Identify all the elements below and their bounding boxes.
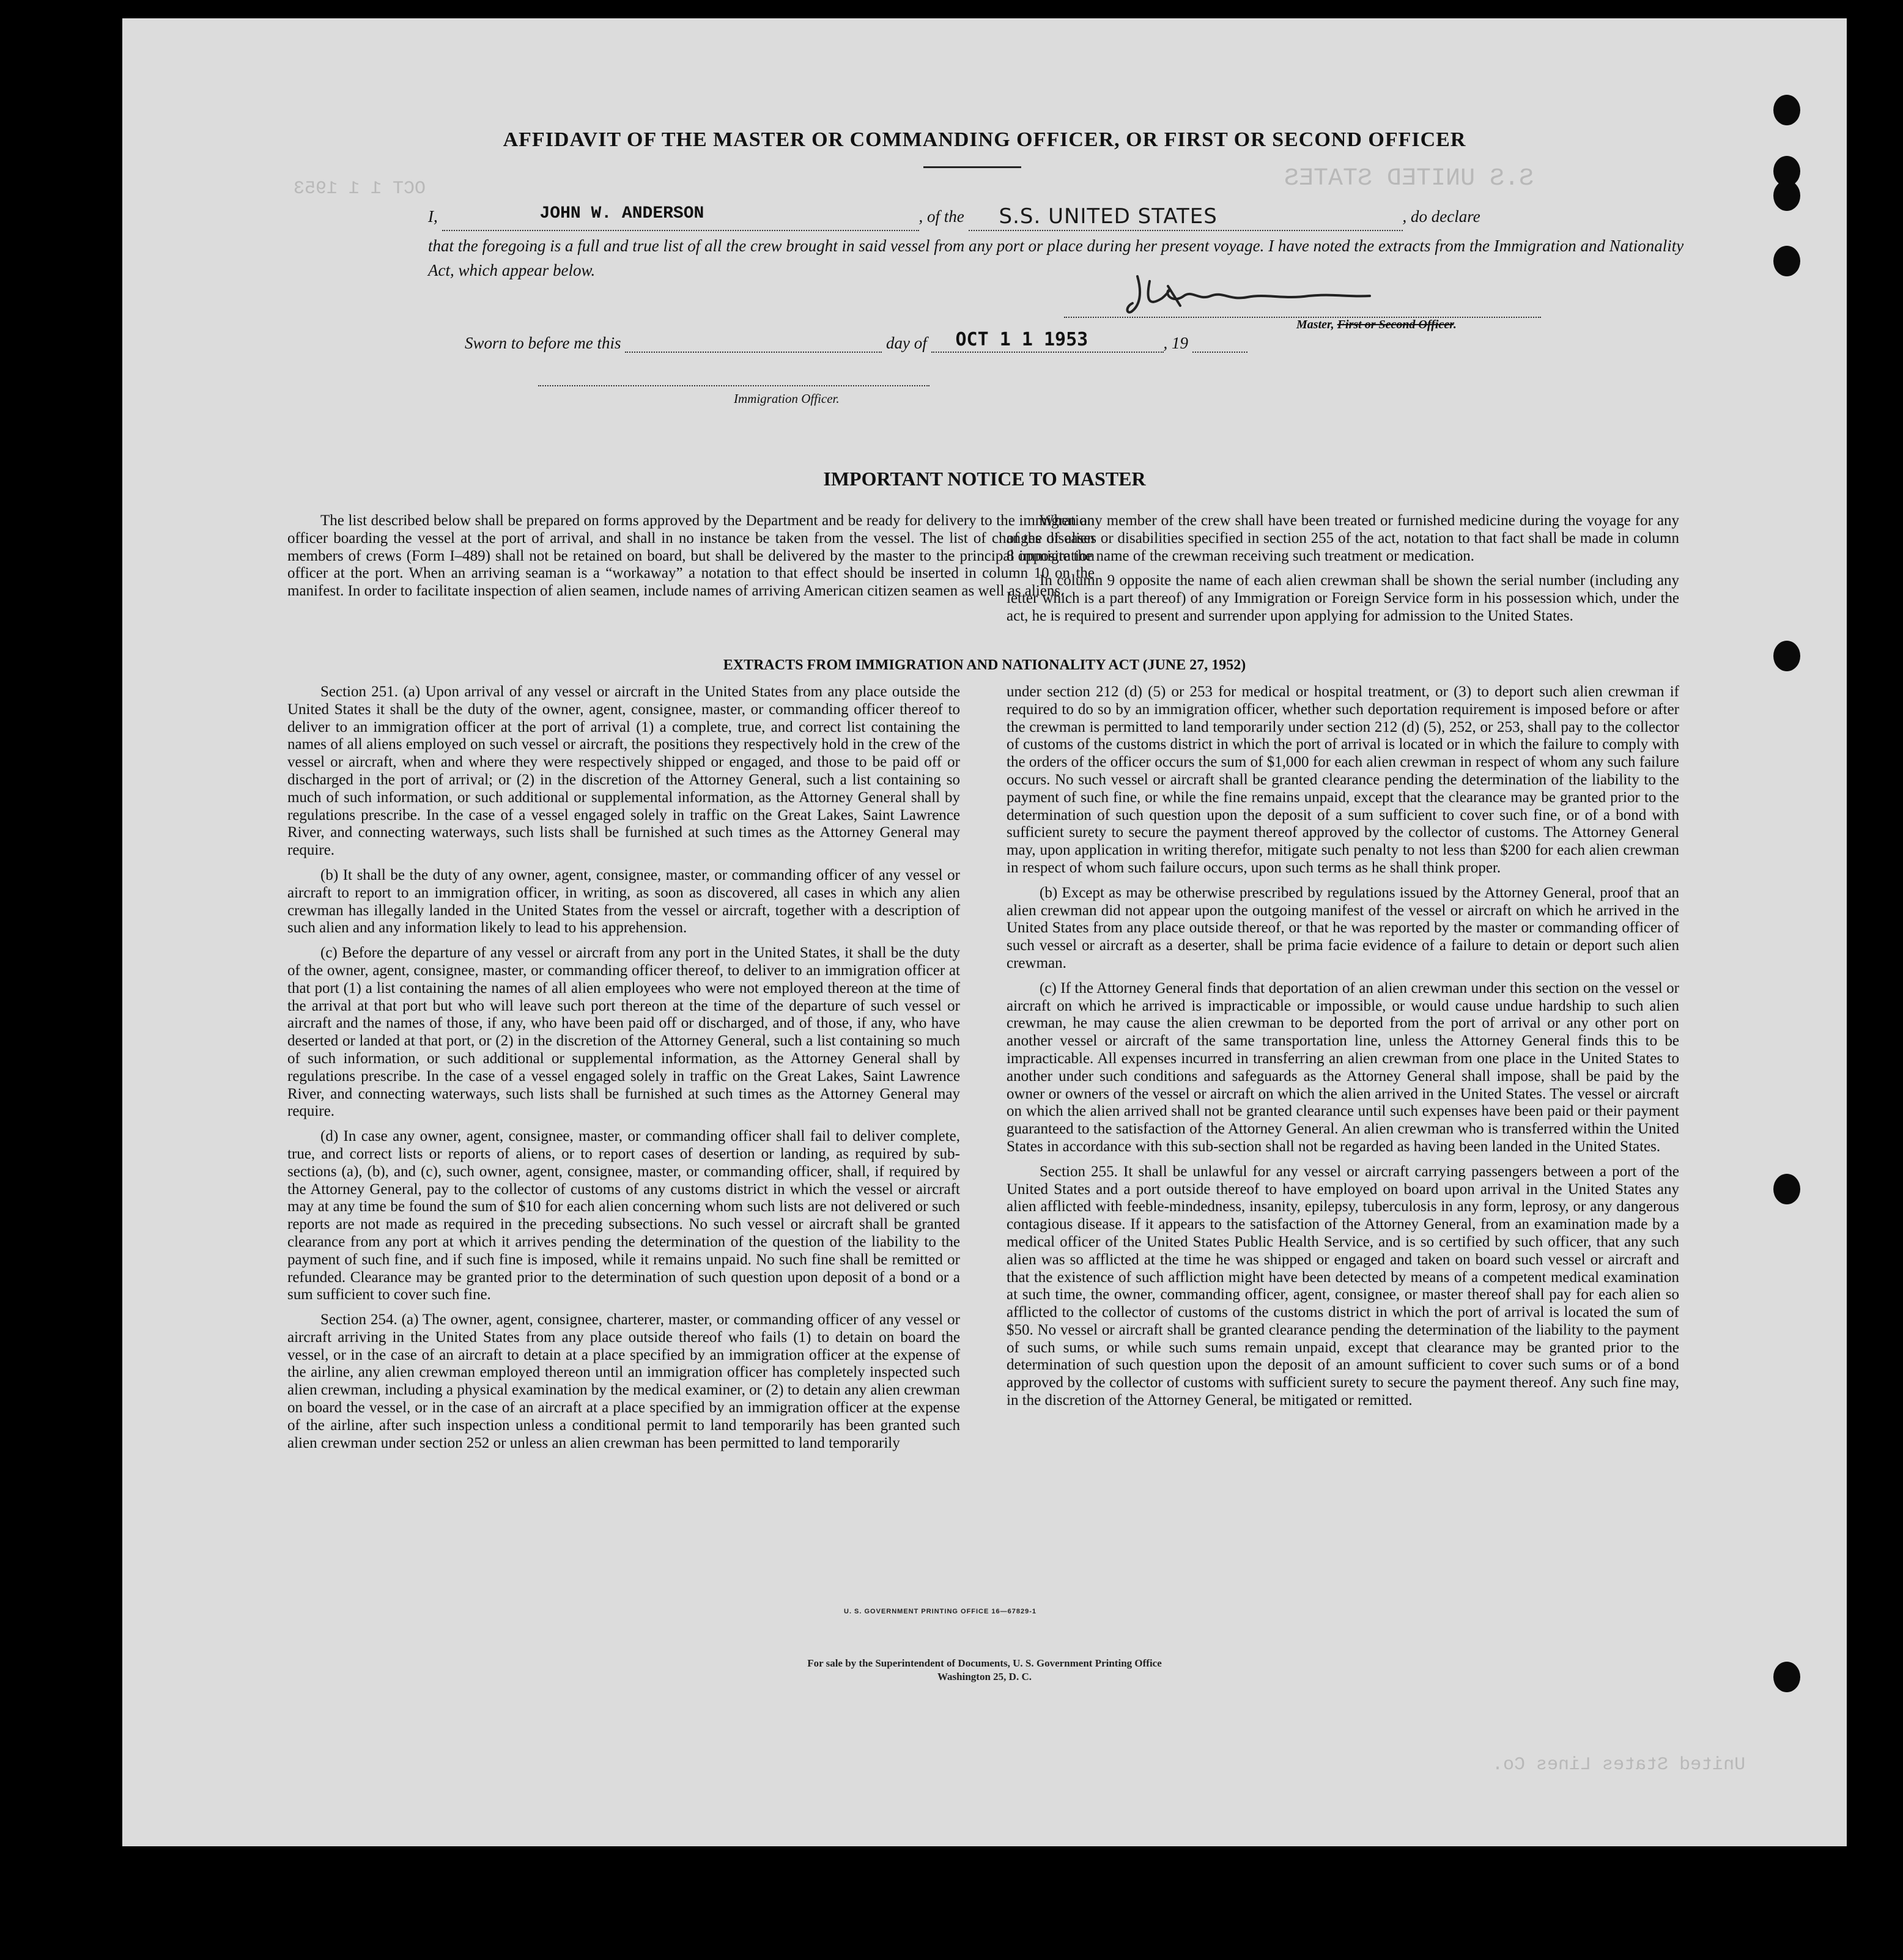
act-paragraph: under section 212 (d) (5) or 253 for medical or hospital treatment, or (3) to deport such alien crewman if required to do so by an immigration officer, whether such deportation requirement is imposed before or after the crewman is permitted to land temporarily under section 212 (d) (5), 252, or 253, shall pay to the collector of customs of the customs district in which the port of arrival is located or in which the failure to comply with the orders of the officer occurs the sum of $1,000 for each alien crewman in respect of whom any such failure occurs. No such vessel or aircraft shall be granted clearance pending the determination of the liability to the payment of such fine, or while the fine remains unpaid, except that the clearance may be granted prior to the determination of such question upon the deposit of a sum sufficient to cover such fine, or of a bond with sufficient surety to secure the payment thereof approved by the collector of customs. The Attorney General may, upon application in writing therefor, mitigate such penalty to not less than $200 for each alien crewman in respect of whom such failure occurs, upon such terms as he shall think proper. <box>1007 683 1679 876</box>
punch-hole <box>1773 1662 1800 1692</box>
notice-right-text <box>1007 512 1679 633</box>
affidavit-title: AFFIDAVIT OF THE MASTER OR COMMANDING OFFICER, OR FIRST OR SECOND OFFICER <box>503 128 1466 151</box>
sworn-prefix: Sworn to before me this <box>465 334 621 352</box>
act-paragraph: (c) If the Attorney General finds that deportation of an alien crewman under this section on the vessel or aircraft on which he arrived is impracticable or impossible, or would cause undue hardship to such alien crewman, he may cause the alien crewman to be deported from the port of arrival or any other port on another vessel or aircraft of the same transportation line, unless the Attorney General finds this to be impracticable. All expenses incurred in transferring an alien crewman from one place in the United States to another under such conditions and safeguards as the Attorney General shall impose, shall be paid by the owner or owners of the vessel or aircraft on which the alien arrived in the United States. The vessel or aircraft on which the alien arrived shall not be granted clearance until such expenses have been paid or their payment guaranteed to the satisfaction of the Attorney General. An alien crewman who is transferred within the United States in accordance with this sub-section shall not be regarded as having been landed in the United States. <box>1007 979 1679 1155</box>
extracts-right-column <box>1007 683 1679 1417</box>
punch-hole <box>1773 641 1800 671</box>
declaration-pronoun: I, <box>428 207 438 226</box>
notice-paragraph: In column 9 opposite the name of each alien crewman shall be shown the serial number (including any letter which is a part thereof) of any Immigration or Foreign Service form in his possession which, under the act, he is required to present and surrender upon applying for admission to the United States. <box>1007 572 1679 624</box>
struck-officer-text: First or Second Officer <box>1337 318 1454 331</box>
immigration-officer-line <box>538 385 929 386</box>
declaration-body: that the foregoing is a full and true list of all the crew brought in said vessel from any port or place during her present voyage. I have noted the extracts from the Immigration and Nationality Act, which appear below. <box>428 237 1684 279</box>
date-stamp: OCT 1 1 1953 <box>955 329 1088 350</box>
vessel-name: S.S. UNITED STATES <box>999 204 1218 229</box>
punch-hole <box>1773 95 1800 125</box>
bleed-through-company: United States Lines Co. <box>1492 1755 1746 1775</box>
master-name-field <box>442 204 919 231</box>
sworn-year-field <box>1192 333 1247 353</box>
vessel-name-field <box>969 204 1403 231</box>
notice-paragraph: The list described below shall be prepared on forms approved by the Department and be ready for delivery to the immigration officer boarding the vessel at the port of arrival, and shall in no instance be taken from the vessel. The list of changes of alien members of crews (Form I–489) shall not be retained on board, but shall be delivered by the master to the principal immigration officer at the port. When an arriving seaman is a “workaway” a notation to that effect should be inserted in column 10 on the manifest. In order to facilitate inspection of alien seamen, include names of arriving American citizen seamen as well as aliens. <box>287 512 1095 600</box>
bleed-through-vessel-name: S.S UNITED STATES <box>1284 165 1534 193</box>
punch-hole <box>1773 1174 1800 1204</box>
notice-left-column <box>287 512 1095 608</box>
sale-line-1: For sale by the Superintendent of Documents, U. S. Government Printing Office <box>807 1657 1162 1669</box>
sworn-month-field <box>931 329 1164 353</box>
sworn-day-of: day of <box>886 334 927 352</box>
act-paragraph: (b) Except as may be otherwise prescribed by regulations issued by the Attorney General, proof that an alien crewman did not appear upon the outgoing manifest of the vessel or aircraft on which he arrived in the United States from any place outside thereof, or that he was reported by the master or commanding officer of such vessel or aircraft as a deserter, shall be prima facie evidence of a failure to detain or deport such alien crewman. <box>1007 884 1679 971</box>
sale-notice <box>122 1657 1847 1684</box>
sworn-day-field <box>625 333 882 353</box>
signature-role: Master, First or Second Officer. <box>1296 318 1457 331</box>
notice-title: IMPORTANT NOTICE TO MASTER <box>823 468 1146 490</box>
document-page <box>122 18 1847 1846</box>
act-paragraph: (d) In case any owner, agent, consignee, master, or commanding officer shall fail to deliver complete, true, and correct lists or reports of aliens, or to report cases of desertion or landing, as required by sub-sections (a), (b), and (c), such owner, agent, consignee, master, or commanding officer, shall, if required by the Attorney General, pay to the collector of customs of any customs district in which the vessel or aircraft may at any time be found the sum of $10 for each alien concerning whom such lists are not delivered or such reports are not made as required in the preceding subsections. No such vessel or aircraft shall be granted clearance from any port at which it arrives pending the determination of the question of the liability to the payment of such fine, and if such fine is imposed, while it remains unpaid. No such fine shall be remitted or refunded. Clearance may be granted prior to the determination of such question upon deposit of a bond or a sum sufficient to cover such fine. <box>287 1128 960 1303</box>
printing-office-line: U. S. GOVERNMENT PRINTING OFFICE 16—67829-1 <box>844 1608 1037 1615</box>
declaration-do-declare: , do declare <box>1402 207 1480 226</box>
declaration-of-the: , of the <box>918 207 964 226</box>
act-paragraph: (b) It shall be the duty of any owner, agent, consignee, master, or commanding officer of any vessel or aircraft to report to an immigration officer, in writing, as soon as discovered, all cases in which any alien crewman has illegally landed in the United States from the vessel or aircraft, together with a description of such alien and any information likely to lead to his apprehension. <box>287 866 960 937</box>
act-paragraph: Section 251. (a) Upon arrival of any vessel or aircraft in the United States from any place outside the United States it shall be the duty of the owner, agent, consignee, master, or commanding officer thereof to deliver to an immigration officer at the port of arrival (1) a complete, true, and correct list containing the names of all aliens employed on such vessel or aircraft, the positions they respectively hold in the crew of the vessel or aircraft, when and where they were respectively shipped or engaged, and those to be paid off or discharged in the port of arrival; or (2) in the discretion of the Attorney General, such a list containing so much of such information, or such additional or supplemental information, as the Attorney General shall by regulations prescribe. In the case of a vessel engaged solely in traffic on the Great Lakes, Saint Lawrence River, and connecting waterways, such lists shall be furnished at such times as the Attorney General may require. <box>287 683 960 859</box>
notice-paragraph: When any member of the crew shall have been treated or furnished medicine during the voyage for any of the diseases or disabilities specified in section 255 of the act, notation to that fact shall be made in column 8 opposite the name of the crewman receiving such treatment or medication. <box>1007 512 1679 564</box>
act-paragraph: Section 255. It shall be unlawful for any vessel or aircraft carrying passengers between a port of the United States and a port outside thereof to have employed on board upon arrival in the United States any alien afflicted with feeble-mindedness, insanity, epilepsy, tuberculosis in any form, leprosy, or any dangerous contagious disease. If it appears to the satisfaction of the Attorney General, from an examination made by a medical officer of the United States Public Health Service, and is so certified by such officer, that any such alien was so afflicted at the time he was shipped or engaged and taken on board such vessel or aircraft and that the existence of such affliction might have been detected by means of a competent medical examination at such time, the owner, commanding officer, agent, consignee, or master thereof shall pay for each alien so afflicted to the collector of customs of the customs district in which the port of arrival is located the sum of $50. No vessel or aircraft shall be granted clearance pending the determination of the liability to the payment of such sums, or while such sums remain unpaid, except that clearance may be granted prior to the determination of such question upon the deposit of an amount sufficient to cover such sums or of a bond approved by the collector of customs with sufficient surety to secure the payment thereof. Any such fine may, in the discretion of the Attorney General, be mitigated or remitted. <box>1007 1163 1679 1409</box>
master-signature <box>1125 269 1468 318</box>
sworn-line <box>465 329 1247 353</box>
punch-hole <box>1773 246 1800 276</box>
master-name: JOHN W. ANDERSON <box>539 204 704 223</box>
sale-line-2: Washington 25, D. C. <box>937 1671 1032 1682</box>
declaration-block <box>428 202 1688 282</box>
title-divider <box>923 166 1021 168</box>
immigration-officer-label: Immigration Officer. <box>734 391 840 406</box>
act-paragraph: Section 254. (a) The owner, agent, consignee, charterer, master, or commanding officer of any vessel or aircraft arriving in the United States from any place outside thereof who fails (1) to detain on board the vessel, or in the case of an aircraft to detain at a place specified by an immigration officer at the expense of the airline, any alien crewman employed thereon until an immigration officer has completely inspected such alien crewman, including a physical examination by the medical examiner, or (2) to detain any alien crewman on board the vessel, or in the case of an aircraft at a place specified by an immigration officer at the expense of the airline, after such inspection unless a conditional permit to land temporarily has been granted such alien crewman under section 252 or unless an alien crewman has been permitted to land temporarily <box>287 1311 960 1451</box>
sworn-year-prefix: , 19 <box>1163 334 1188 352</box>
extracts-left-column <box>287 683 960 1459</box>
act-paragraph: (c) Before the departure of any vessel or aircraft from any port in the United States, it shall be the duty of the owner, agent, consignee, master, or commanding officer thereof, to deliver to an immigration officer at that port (1) a list containing the names of all alien employees who were not employed thereon at the time of the arrival at that port but who will leave such port thereon at the time of the departure of such vessel or aircraft and the names of those, if any, who have been paid off or discharged, and of those, if any, who have deserted or landed at that port, or (2) in the discretion of the Attorney General, such a list containing so much of such information, or such additional or supplemental information, as the Attorney General shall by regulations prescribe. In the case of a vessel engaged solely in traffic on the Great Lakes, Saint Lawrence River, and connecting waterways, such lists shall be furnished at such times as the Attorney General may require. <box>287 945 960 1120</box>
extracts-title: EXTRACTS FROM IMMIGRATION AND NATIONALITY ACT (JUNE 27, 1952) <box>723 657 1246 673</box>
bleed-through-date: OCT 1 1 1953 <box>294 179 426 199</box>
punch-hole <box>1773 180 1800 211</box>
